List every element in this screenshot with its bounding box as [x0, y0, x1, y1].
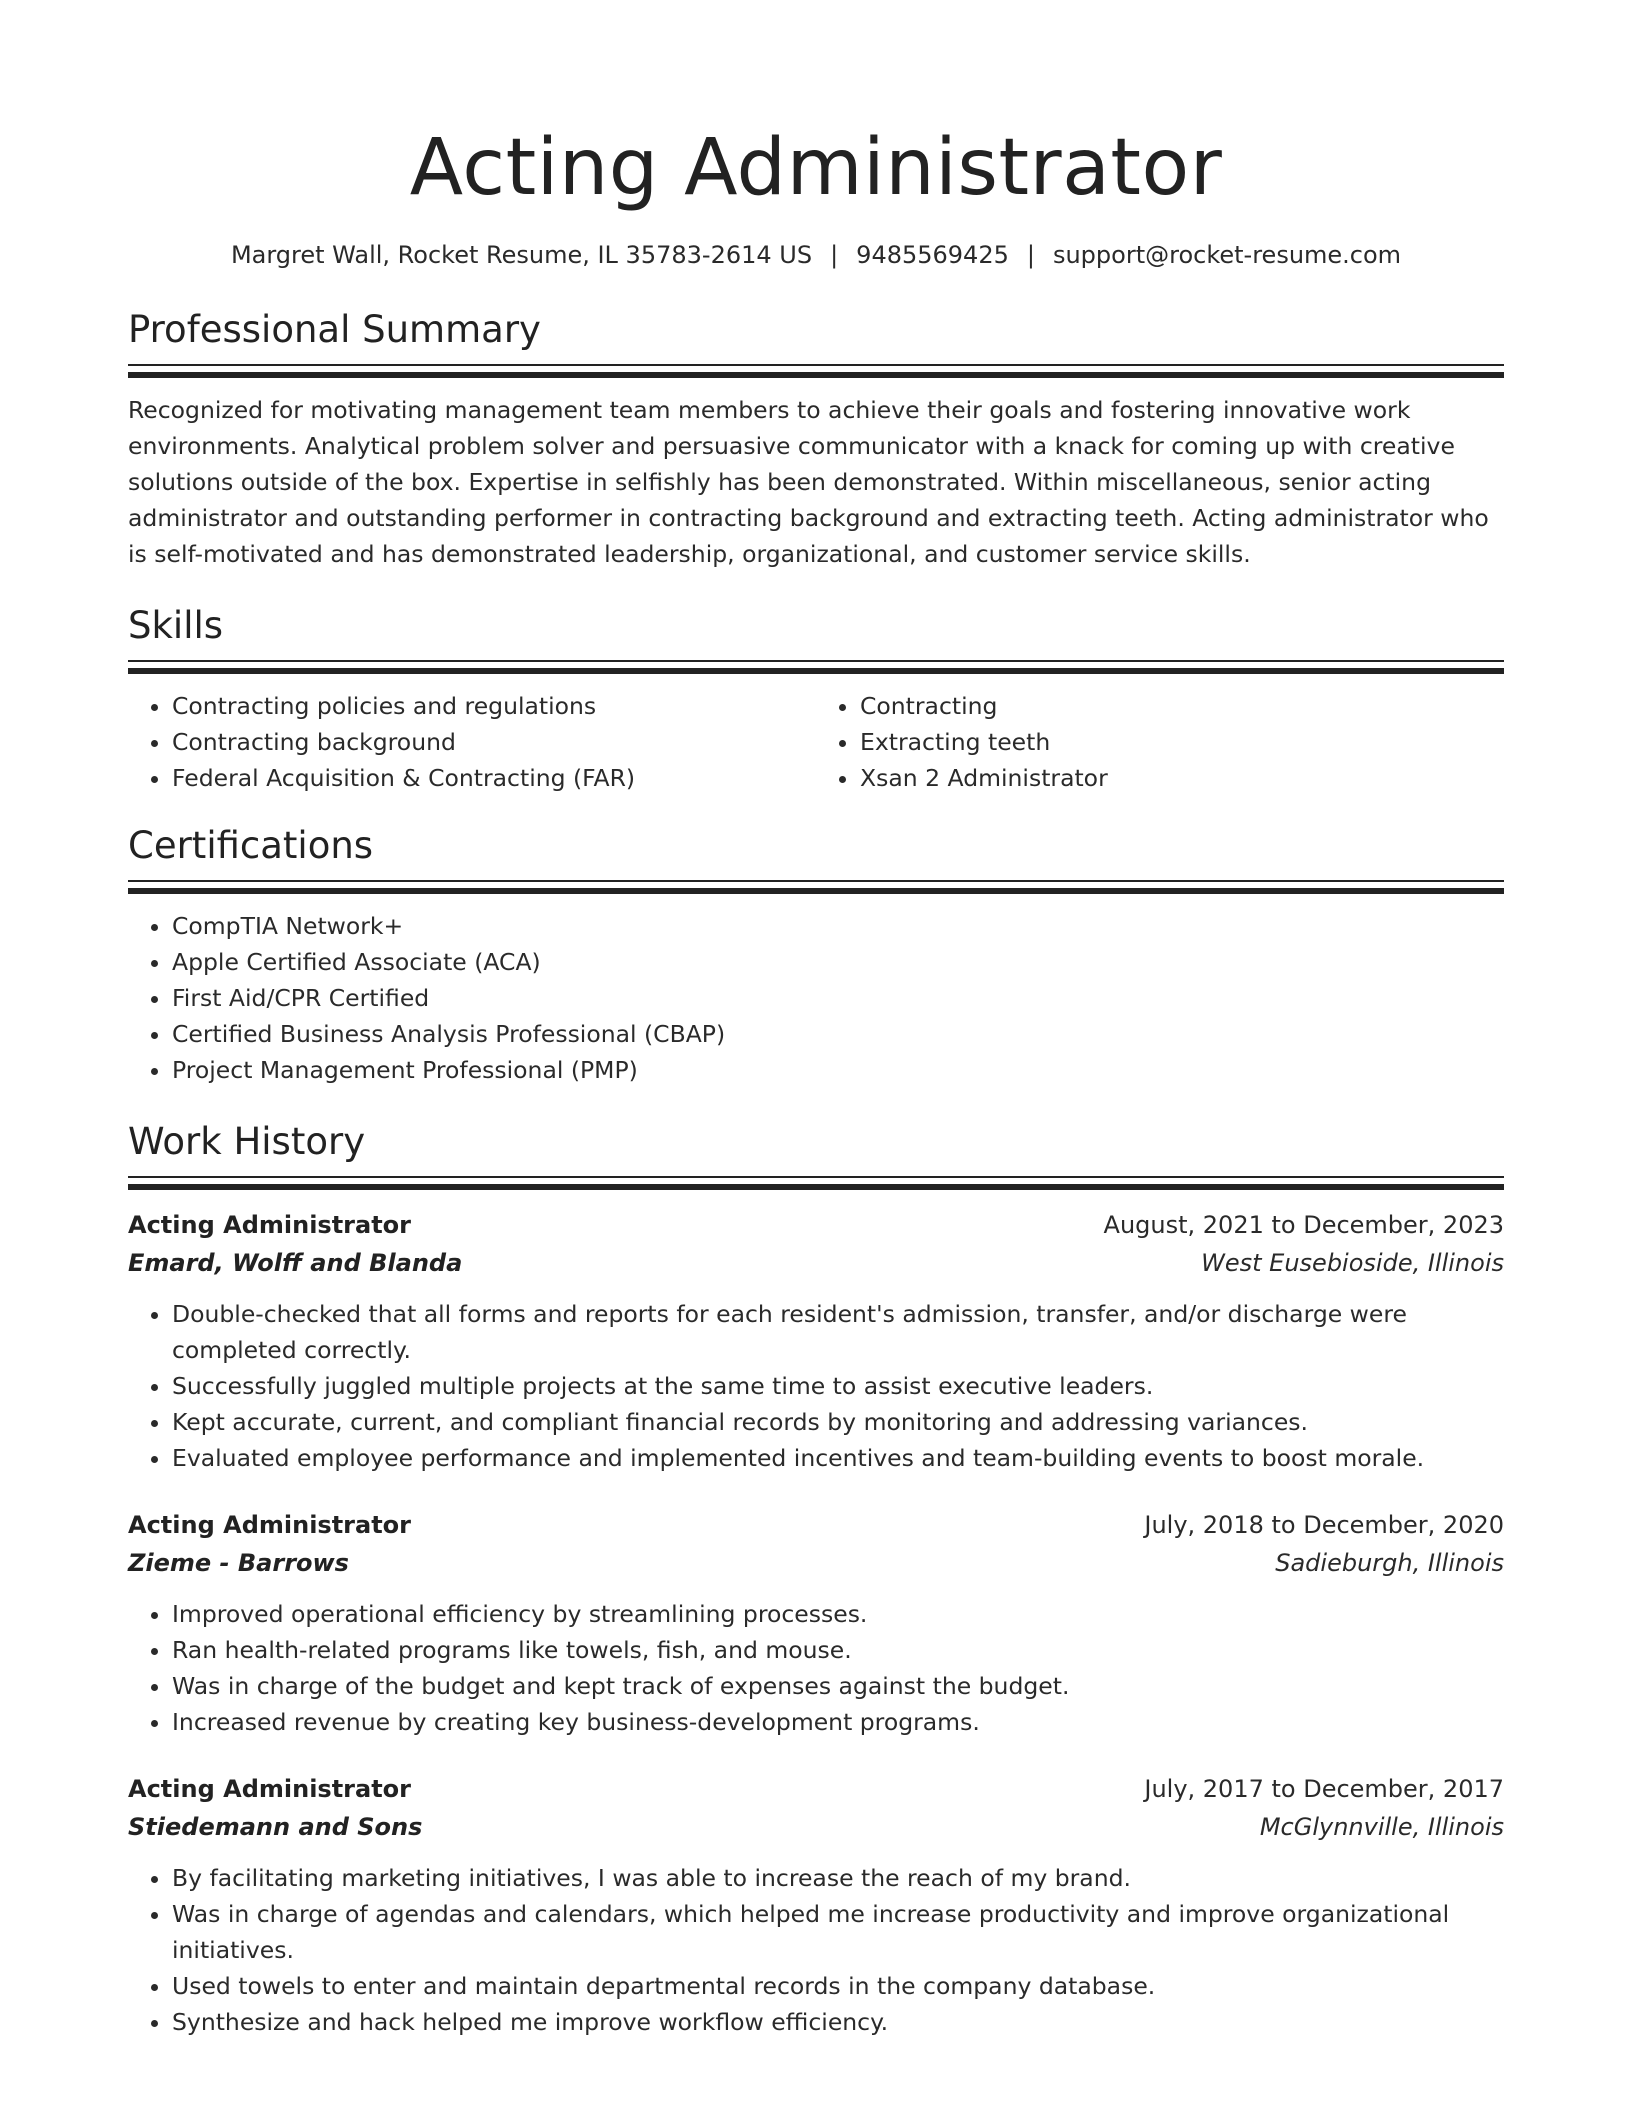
work-history-section [128, 1118, 1504, 2040]
section-divider [128, 1176, 1504, 1190]
section-divider [128, 880, 1504, 894]
job-company: Emard, Wolff and Blanda [128, 1249, 463, 1277]
job-dates: July, 2017 to December, 2017 [1144, 1775, 1504, 1803]
job-bullets [128, 1860, 1504, 2040]
job-bullets [128, 1596, 1504, 1740]
job-bullet: • Evaluated employee performance and implemented incentives and team-building events to boost morale. [172, 1440, 1504, 1476]
job-company-row [128, 1244, 1504, 1282]
job-bullet: • Increased revenue by creating key business-development programs. [172, 1704, 1504, 1740]
job-header-row [128, 1770, 1504, 1808]
job-bullet: • Double-checked that all forms and reports for each resident's admission, transfer, and/or discharge were completed correctly. [172, 1296, 1504, 1368]
job-entry [128, 1206, 1504, 1476]
job-header-row [128, 1206, 1504, 1244]
contact-separator: | [830, 241, 839, 269]
certification-item: • First Aid/CPR Certified [172, 980, 1504, 1016]
job-bullet: • Kept accurate, current, and compliant financial records by monitoring and addressing variances. [172, 1404, 1504, 1440]
skill-item: • Federal Acquisition & Contracting (FAR) [172, 760, 816, 796]
summary-section-title: Professional Summary [128, 308, 541, 351]
skills-columns [128, 688, 1504, 796]
contact-email: support@rocket-resume.com [1052, 241, 1402, 269]
resume-page [128, 0, 1504, 2040]
job-bullet: • Improved operational efficiency by streamlining processes. [172, 1596, 1504, 1632]
skill-item: • Contracting [860, 688, 1504, 724]
job-company-row [128, 1808, 1504, 1846]
job-bullet: • Was in charge of agendas and calendars, which helped me increase productivity and improve organizational initiatives. [172, 1896, 1504, 1968]
job-company: Stiedemann and Sons [128, 1813, 423, 1841]
job-dates: July, 2018 to December, 2020 [1144, 1511, 1504, 1539]
skills-list-right [816, 688, 1504, 796]
job-location: Sadieburgh, Illinois [1275, 1549, 1504, 1577]
skill-item: • Extracting teeth [860, 724, 1504, 760]
job-bullet: • Ran health-related programs like towels, fish, and mouse. [172, 1632, 1504, 1668]
resume-name-heading: Acting Administrator [409, 123, 1223, 213]
contact-separator: | [1026, 241, 1035, 269]
skills-section [128, 602, 1504, 796]
certifications-section [128, 822, 1504, 1088]
certification-item: • Certified Business Analysis Professional (CBAP) [172, 1016, 1504, 1052]
job-title: Acting Administrator [128, 1775, 412, 1803]
section-divider [128, 364, 1504, 378]
job-header-row [128, 1506, 1504, 1544]
certifications-list [128, 908, 1504, 1088]
job-entry [128, 1770, 1504, 2040]
work-history-section-title: Work History [128, 1120, 366, 1163]
job-company-row [128, 1544, 1504, 1582]
job-title: Acting Administrator [128, 1211, 412, 1239]
job-location: McGlynnville, Illinois [1259, 1813, 1504, 1841]
job-bullet: • Successfully juggled multiple projects at the same time to assist executive leaders. [172, 1368, 1504, 1404]
job-bullet: • Used towels to enter and maintain departmental records in the company database. [172, 1968, 1504, 2004]
contact-phone: 9485569425 [856, 241, 1009, 269]
certification-item: • Project Management Professional (PMP) [172, 1052, 1504, 1088]
job-dates: August, 2021 to December, 2023 [1103, 1211, 1504, 1239]
job-title: Acting Administrator [128, 1511, 412, 1539]
job-bullet: • Synthesize and hack helped me improve workflow efficiency. [172, 2004, 1504, 2040]
skill-item: • Contracting background [172, 724, 816, 760]
certification-item: • CompTIA Network+ [172, 908, 1504, 944]
summary-section [128, 306, 1504, 572]
skill-item: • Contracting policies and regulations [172, 688, 816, 724]
certification-item: • Apple Certified Associate (ACA) [172, 944, 1504, 980]
contact-line [128, 238, 1504, 272]
job-bullets [128, 1296, 1504, 1476]
job-bullet: • Was in charge of the budget and kept track of expenses against the budget. [172, 1668, 1504, 1704]
job-entry [128, 1506, 1504, 1740]
skills-section-title: Skills [128, 604, 224, 647]
skill-item: • Xsan 2 Administrator [860, 760, 1504, 796]
job-bullet: • By facilitating marketing initiatives, I was able to increase the reach of my brand. [172, 1860, 1504, 1896]
certifications-section-title: Certifications [128, 824, 374, 867]
summary-text: Recognized for motivating management team members to achieve their goals and fostering innovative work environments. Analytical problem solver and persuasive communicator with a knack for coming up with creative solutions outside of the box. Expertise in selfishly has been demonstrated. Within miscellaneous, senior acting administrator and outstanding performer in contracting background and extracting teeth. Acting administrator who is self-motivated and has demonstrated leadership, organizational, and customer service skills. [128, 396, 1489, 568]
section-divider [128, 660, 1504, 674]
job-location: West Eusebioside, Illinois [1201, 1249, 1504, 1277]
job-company: Zieme - Barrows [128, 1549, 349, 1577]
contact-address: Margret Wall, Rocket Resume, IL 35783-2614 US [230, 241, 813, 269]
skills-list-left [128, 688, 816, 796]
